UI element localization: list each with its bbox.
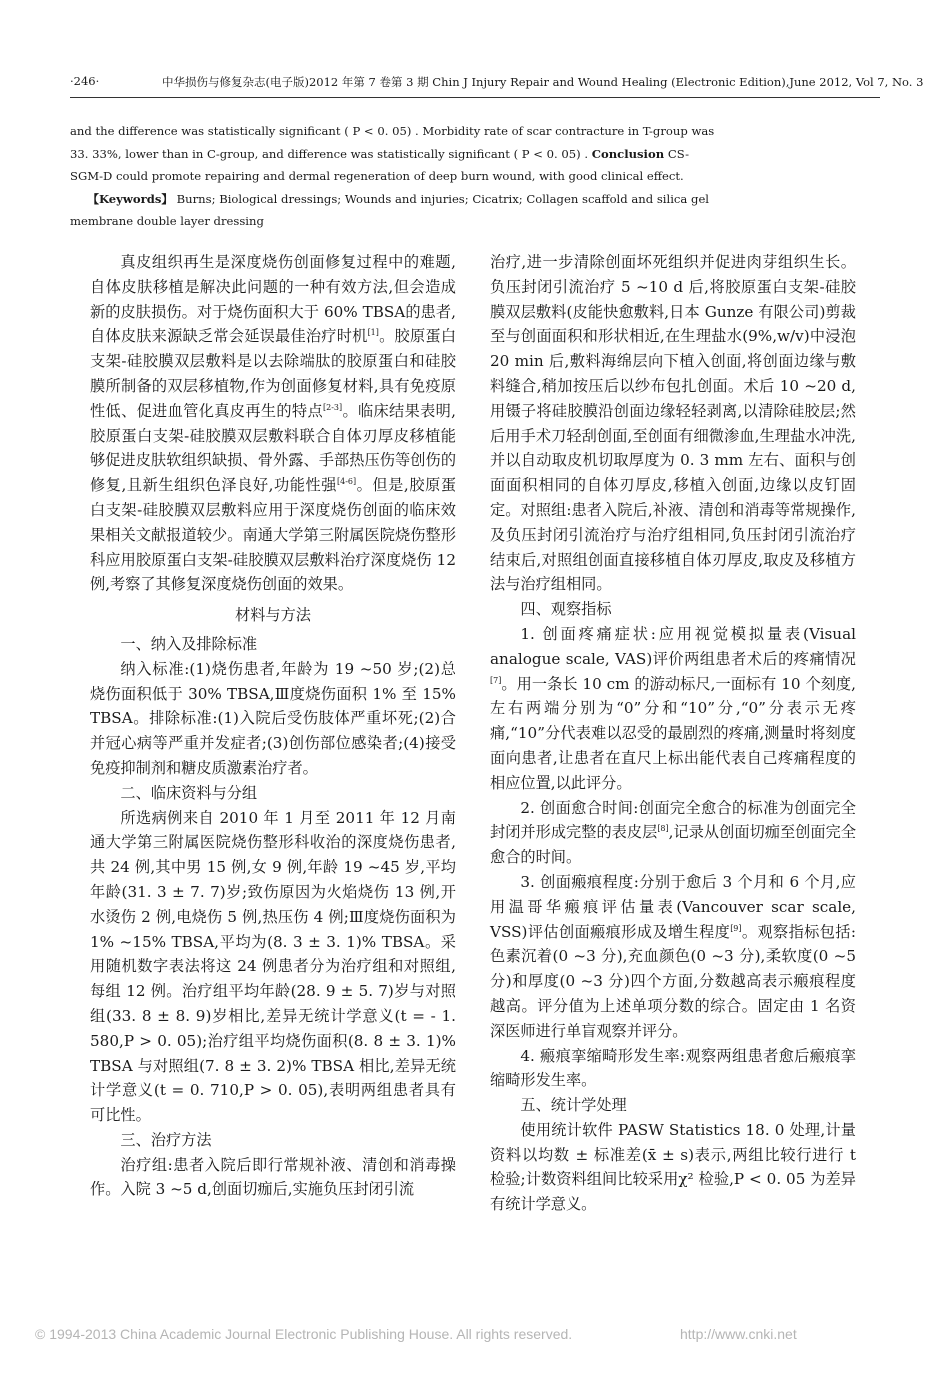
conclusion-label: Conclusion xyxy=(591,146,665,161)
keywords-label: 【Keywords】 xyxy=(87,191,173,206)
abstract-line: 33. 33%, lower than in C-group, and difference was statistically significant ( P < 0. 05) . Conclusion CS- xyxy=(70,146,689,161)
paragraph: 治疗组:患者入院后即行常规补液、清创和消毒操作。入院 3 ~5 d,创面切痂后,实施负压封闭引流 xyxy=(90,1155,456,1199)
paragraph: 使用统计软件 PASW Statistics 18. 0 处理,计量资料以均数 ± 标准差(x̄ ± s)表示,两组比较行进行 t 检验;计数资料组间比较采用χ² 检验,P < 0. 05 为差异有统计学意义。 xyxy=(490,1120,856,1214)
citation: [9] xyxy=(730,923,742,933)
abstract-line: SGM-D could promote repairing and dermal regeneration of deep burn wound, with good clinical effect. xyxy=(70,169,684,183)
section-title: 材料与方法 xyxy=(235,606,311,625)
subsection-heading: 二、临床资料与分组 xyxy=(120,783,258,802)
citation: [8] xyxy=(657,824,669,834)
subsection-heading: 一、纳入及排除标准 xyxy=(120,634,258,653)
paragraph: 治疗,进一步清除创面坏死组织并促进肉芽组织生长。负压封闭引流治疗 5 ~10 d 后,将胶原蛋白支架-硅胶膜双层敷料(皮能快愈敷料,日本 Gunze 有限公司)剪裁至与创面面积和形状相近,在生理盐水(9%,w/v)中浸泡 20 min 后,敷料海绵层向下植入创面,将创面边缘与敷料缝合,稍加按压后以纱布包扎创面。术后 10 ~20 d,用镊子将硅胶膜沿创面边缘轻轻剥离,以清除硅胶层;然后用手术刀轻刮创面,至创面有细微渗血,生理盐水冲洗,并以自动取皮机切取厚度为 0. 3 mm 左右、面积与创面面积相同的自体刃厚皮,移植入创面,边缘以皮钉固定。对照组:患者入院后,补液、清创和消毒等常规操作,及负压封闭引流治疗与治疗组相同,负压封闭引流治疗结束后,对照组创面直接移植自体刃厚皮,取皮及移植方法与治疗组相同。 xyxy=(490,253,856,594)
paragraph: 1. 创面疼痛症状:应用视觉模拟量表(Visual analogue scale, VAS)评价两组患者术后的疼痛情况[7]。用一条长 10 cm 的游动标尺,一面标有 10 个刻度,左右两端分别为“0”分和“10”分,“0”分表示无疼痛,“10”分代表难以忍受的最剧烈的疼痛,测量时将刻度面向患者,让患者在直尺上标出能代表自己疼痛程度的相应位置,以此评分。 xyxy=(490,624,856,792)
journal-citation: 中华损伤与修复杂志(电子版)2012 年第 7 卷第 3 期 Chin J Injury Repair and Wound Healing (Electronic Edition),June 2012, Vol 7, No. 3 xyxy=(162,75,924,89)
keywords-text: Burns; Biological dressings; Wounds and injuries; Cicatrix; Collagen scaffold and silica gel membrane double layer dressing xyxy=(70,191,710,228)
citation: [4-6] xyxy=(337,477,357,487)
abstract-line: and the difference was statistically significant ( P < 0. 05) . Morbidity rate of scar contracture in T-group was xyxy=(70,124,715,138)
intro-paragraph: 真皮组织再生是深度烧伤创面修复过程中的难题,自体皮肤移植是解决此问题的一种有效方法,但会造成新的皮肤损伤。对于烧伤面积大于 60% TBSA的患者,自体皮肤来源缺乏常会延误最佳治疗时机[1]。胶原蛋白支架-硅胶膜双层敷料是以去除端肽的胶原蛋白和硅胶膜所制备的双层移植物,作为创面修复材料,具有免疫原性低、促进血管化真皮再生的特点[2-3]。临床结果表明,胶原蛋白支架-硅胶膜双层敷料联合自体刃厚皮移植能够促进皮肤软组织缺损、骨外露、手部热压伤等创伤的修复,且新生组织色泽良好,功能性强[4-6]。但是,胶原蛋白支架-硅胶膜双层敷料应用于深度烧伤创面的临床效果相关文献报道较少。南通大学第三附属医院烧伤整形科应用胶原蛋白支架-硅胶膜双层敷料治疗深度烧伤 12 例,考察了其修复深度烧伤创面的效果。 xyxy=(90,253,457,594)
subsection-heading: 五、统计学处理 xyxy=(520,1096,627,1115)
header-rule xyxy=(70,97,880,98)
left-column xyxy=(90,250,456,1202)
subsection-heading: 四、观察指标 xyxy=(520,600,612,619)
paragraph: 2. 创面愈合时间:创面完全愈合的标准为创面完全封闭并形成完整的表皮层[8],记录从创面切痂至创面完全愈合的时间。 xyxy=(490,798,857,867)
citation: [2-3] xyxy=(322,402,343,412)
subsection-heading: 三、治疗方法 xyxy=(120,1130,212,1149)
paragraph: 4. 瘢痕挛缩畸形发生率:观察两组患者愈后瘢痕挛缩畸形发生率。 xyxy=(490,1046,856,1090)
page-number: ·246· xyxy=(70,74,100,88)
footer-url: http://www.cnki.net xyxy=(680,1326,797,1342)
right-column xyxy=(490,250,856,1217)
paragraph: 所选病例来自 2010 年 1 月至 2011 年 12 月南通大学第三附属医院烧伤整形科收治的深度烧伤患者,共 24 例,其中男 15 例,女 9 例,年龄 19 ~45 岁,平均年龄(31. 3 ± 7. 7)岁;致伤原因为火焰烧伤 13 例,开水烫伤 2 例,电烧伤 5 例,热压伤 4 例;Ⅲ度烧伤面积为 1% ~15% TBSA,平均为(8. 3 ± 3. 1)% TBSA。采用随机数字表法将这 24 例患者分为治疗组和对照组,每组 12 例。治疗组平均年龄(28. 9 ± 5. 7)岁与对照组(33. 8 ± 8. 9)岁相比,差异无统计学意义(t = - 1. 580,P > 0. 05);治疗组平均烧伤面积(8. 8 ± 3. 1)% TBSA 与对照组(7. 8 ± 3. 2)% TBSA 相比,差异无统计学意义(t = 0. 710,P > 0. 05),表明两组患者具有可比性。 xyxy=(90,808,456,1125)
paragraph: 3. 创面瘢痕程度:分别于愈后 3 个月和 6 个月,应用温哥华瘢痕评估量表(Vancouver scar scale, VSS)评估创面瘢痕形成及增生程度[9]。观察指标包括:色素沉着(0 ~3 分),充血颜色(0 ~3 分),柔软度(0 ~5 分)和厚度(0 ~3 分)四个方面,分数越高表示瘢痕程度越高。评分值为上述单项分数的综合。固定由 1 名资深医师进行单盲观察并评分。 xyxy=(490,872,856,1040)
copyright-notice: © 1994-2013 China Academic Journal Electronic Publishing House. All rights reserved. xyxy=(35,1326,573,1342)
english-abstract xyxy=(70,120,720,233)
citation: [7] xyxy=(490,675,502,685)
paragraph: 纳入标准:(1)烧伤患者,年龄为 19 ~50 岁;(2)总烧伤面积低于 30% TBSA,Ⅲ度烧伤面积 1% 至 15% TBSA。排除标准:(1)入院后受伤肢体严重坏死;(2)合并冠心病等严重并发症者;(3)创伤部位感染者;(4)接受免疫抑制剂和糖皮质激素治疗者。 xyxy=(90,659,456,777)
citation: [1] xyxy=(367,328,379,338)
keywords xyxy=(70,188,720,233)
